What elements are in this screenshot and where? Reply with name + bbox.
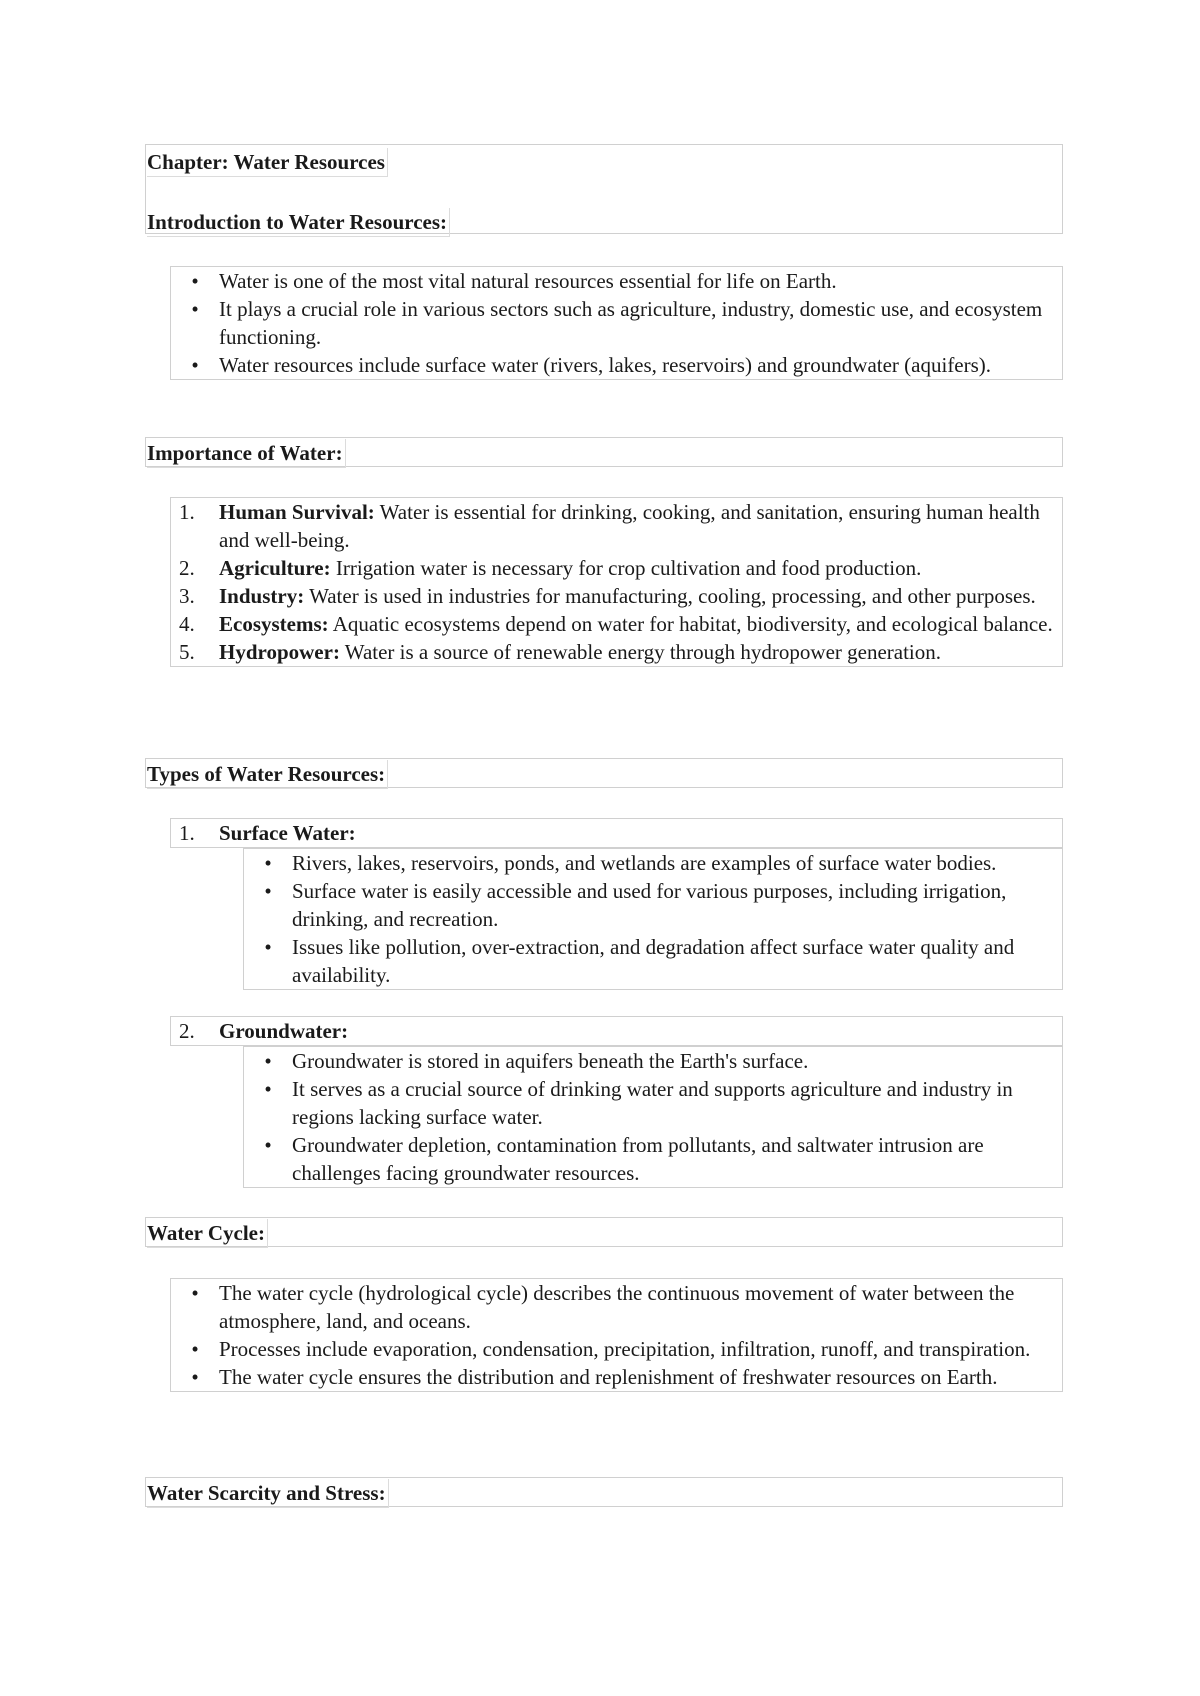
bullet-icon: • <box>191 1365 199 1389</box>
bullet-icon: • <box>264 1133 272 1157</box>
scarcity-heading: Water Scarcity and Stress: <box>147 1479 389 1508</box>
list-item: • Rivers, lakes, reservoirs, ponds, and wetlands are examples of surface water bodies. <box>244 849 1062 877</box>
types-heading: Types of Water Resources: <box>147 760 388 789</box>
list-item: • Processes include evaporation, condensation, precipitation, infiltration, runoff, and transpiration. <box>171 1335 1062 1363</box>
list-item: • Water is one of the most vital natural resources essential for life on Earth. <box>171 267 1062 295</box>
list-item: 3. Industry: Water is used in industries for manufacturing, cooling, processing, and other purposes. <box>179 584 1036 608</box>
list-item: 5. Hydropower: Water is a source of renewable energy through hydropower generation. <box>179 640 942 664</box>
surface-water-bullet-list <box>243 848 1063 990</box>
bullet-icon: • <box>264 935 272 959</box>
chapter-title: Chapter: Water Resources <box>147 148 388 177</box>
importance-numbered-list <box>170 497 1063 667</box>
list-item: 1. Human Survival: Water is essential for drinking, cooking, and sanitation, ensuring human health and well-being. <box>179 500 1040 552</box>
groundwater-bullet-list <box>243 1046 1063 1188</box>
cycle-heading: Water Cycle: <box>147 1219 268 1248</box>
list-item: • The water cycle (hydrological cycle) describes the continuous movement of water between the atmosphere, land, and oceans. <box>171 1279 1062 1335</box>
cycle-heading-box <box>145 1217 1063 1247</box>
bullet-icon: • <box>264 879 272 903</box>
intro-heading: Introduction to Water Resources: <box>147 208 450 237</box>
groundwater-heading: 2. Groundwater: <box>170 1016 1063 1046</box>
bullet-icon: • <box>191 1281 199 1305</box>
importance-heading: Importance of Water: <box>147 439 346 468</box>
list-item: • Groundwater depletion, contamination from pollutants, and saltwater intrusion are challenges facing groundwater resources. <box>244 1131 1062 1187</box>
list-item: • It serves as a crucial source of drinking water and supports agriculture and industry in regions lacking surface water. <box>244 1075 1062 1131</box>
bullet-icon: • <box>191 1337 199 1361</box>
list-item: • It plays a crucial role in various sectors such as agriculture, industry, domestic use, and ecosystem functioning. <box>171 295 1062 351</box>
list-item: • Water resources include surface water (rivers, lakes, reservoirs) and groundwater (aquifers). <box>171 351 1062 379</box>
cycle-bullet-list <box>170 1278 1063 1392</box>
bullet-icon: • <box>191 297 199 321</box>
bullet-icon: • <box>264 1077 272 1101</box>
bullet-icon: • <box>191 269 199 293</box>
bullet-icon: • <box>264 1049 272 1073</box>
bullet-icon: • <box>191 353 199 377</box>
list-item: • Surface water is easily accessible and used for various purposes, including irrigation, drinking, and recreation. <box>244 877 1062 933</box>
list-item: 4. Ecosystems: Aquatic ecosystems depend on water for habitat, biodiversity, and ecological balance. <box>179 612 1053 636</box>
list-item: • Groundwater is stored in aquifers beneath the Earth's surface. <box>244 1047 1062 1075</box>
bullet-icon: • <box>264 851 272 875</box>
list-item: • Issues like pollution, over-extraction, and degradation affect surface water quality and availability. <box>244 933 1062 989</box>
surface-water-heading: 1. Surface Water: <box>170 818 1063 848</box>
list-item: 2. Agriculture: Irrigation water is necessary for crop cultivation and food production. <box>179 556 922 580</box>
intro-bullet-list <box>170 266 1063 380</box>
list-item: • The water cycle ensures the distribution and replenishment of freshwater resources on Earth. <box>171 1363 1062 1391</box>
